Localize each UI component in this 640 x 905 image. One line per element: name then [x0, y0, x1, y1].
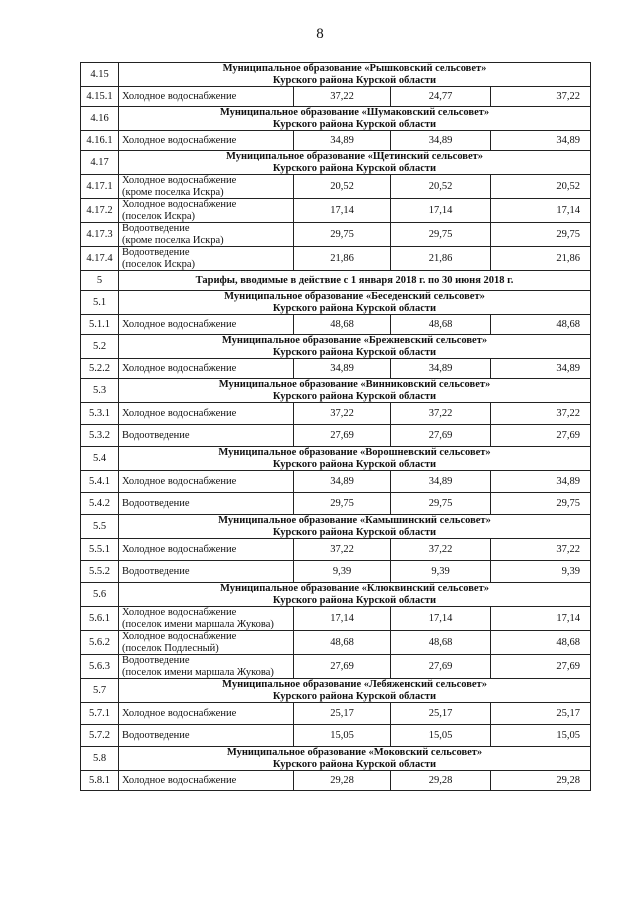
row-number: 5.5 — [81, 515, 119, 539]
tariff-table-body — [81, 63, 591, 791]
row-number: 4.15 — [81, 63, 119, 87]
service-name — [119, 539, 294, 561]
tariff-value-3: 25,17 — [491, 703, 591, 725]
tariff-value-1: 37,22 — [294, 539, 391, 561]
tariff-value-1: 29,75 — [294, 493, 391, 515]
service-name — [119, 425, 294, 447]
municipality-name: Муниципальное образование «Камышинский сельсовет» — [218, 515, 491, 526]
row-number: 4.17.2 — [81, 199, 119, 223]
municipality-name: Муниципальное образование «Винниковский сельсовет» — [218, 379, 491, 390]
municipality-header-row — [81, 583, 591, 607]
service-name-line1: Водоотведение — [122, 429, 190, 441]
municipality-title — [119, 515, 591, 539]
tariff-row — [81, 223, 591, 247]
service-name — [119, 199, 294, 223]
row-number: 4.17.4 — [81, 247, 119, 271]
tariff-value-2: 25,17 — [391, 703, 491, 725]
tariff-value-2: 37,22 — [391, 403, 491, 425]
service-name-line1: Холодное водоснабжение — [122, 362, 237, 374]
municipality-header-row — [81, 151, 591, 175]
service-name-line1: Холодное водоснабжение — [122, 774, 237, 786]
service-name-line1: Холодное водоснабжение — [122, 318, 237, 330]
tariff-row — [81, 425, 591, 447]
municipality-district: Курского района Курской области — [272, 594, 437, 606]
tariff-value-1: 37,22 — [294, 403, 391, 425]
row-number: 5.6 — [81, 583, 119, 607]
tariff-value-3: 27,69 — [491, 655, 591, 679]
row-number: 5.1.1 — [81, 315, 119, 335]
section-number: 5 — [81, 271, 119, 291]
tariff-row — [81, 131, 591, 151]
row-number: 5.8 — [81, 747, 119, 771]
municipality-title — [119, 447, 591, 471]
row-number: 4.17 — [81, 151, 119, 175]
municipality-title — [119, 679, 591, 703]
service-name — [119, 493, 294, 515]
municipality-header-row — [81, 747, 591, 771]
service-name — [119, 631, 294, 655]
row-number: 5.7.1 — [81, 703, 119, 725]
municipality-district: Курского района Курской области — [272, 74, 437, 86]
tariff-value-2: 37,22 — [391, 539, 491, 561]
service-name — [119, 87, 294, 107]
tariff-row — [81, 87, 591, 107]
service-name-line2: (поселок имени маршала Жукова) — [122, 666, 274, 678]
municipality-district: Курского района Курской области — [272, 758, 437, 770]
municipality-title — [119, 379, 591, 403]
row-number: 5.2.2 — [81, 359, 119, 379]
tariff-value-2: 48,68 — [391, 631, 491, 655]
service-name — [119, 607, 294, 631]
tariff-value-2: 27,69 — [391, 425, 491, 447]
tariff-value-2: 15,05 — [391, 725, 491, 747]
tariff-value-2: 24,77 — [391, 87, 491, 107]
tariff-row — [81, 725, 591, 747]
service-name — [119, 655, 294, 679]
tariff-value-3: 29,28 — [491, 771, 591, 791]
municipality-district: Курского района Курской области — [272, 302, 437, 314]
tariff-value-2: 17,14 — [391, 199, 491, 223]
page-number: 8 — [316, 26, 324, 42]
row-number: 5.4.2 — [81, 493, 119, 515]
service-name-line1: Холодное водоснабжение — [122, 175, 237, 186]
tariff-value-1: 17,14 — [294, 607, 391, 631]
row-number: 5.7 — [81, 679, 119, 703]
tariff-value-1: 21,86 — [294, 247, 391, 271]
tariff-value-2: 9,39 — [391, 561, 491, 583]
municipality-title — [119, 747, 591, 771]
municipality-district: Курского района Курской области — [272, 390, 437, 402]
row-number: 4.15.1 — [81, 87, 119, 107]
tariff-row — [81, 655, 591, 679]
tariff-value-1: 34,89 — [294, 471, 391, 493]
tariff-value-1: 34,89 — [294, 359, 391, 379]
service-name-line1: Водоотведение — [122, 655, 190, 666]
tariff-value-3: 34,89 — [491, 131, 591, 151]
row-number: 5.4 — [81, 447, 119, 471]
tariff-value-1: 15,05 — [294, 725, 391, 747]
tariff-value-1: 20,52 — [294, 175, 391, 199]
row-number: 5.4.1 — [81, 471, 119, 493]
section-title: Тарифы, вводимые в действие с 1 января 2018 г. по 30 июня 2018 г. — [119, 271, 591, 291]
service-name — [119, 771, 294, 791]
tariff-value-1: 27,69 — [294, 425, 391, 447]
tariff-value-2: 21,86 — [391, 247, 491, 271]
municipality-name: Муниципальное образование «Моковский сельсовет» — [226, 747, 483, 758]
tariff-table — [80, 62, 591, 791]
tariff-row — [81, 607, 591, 631]
tariff-row — [81, 631, 591, 655]
municipality-header-row — [81, 515, 591, 539]
service-name — [119, 471, 294, 493]
municipality-district: Курского района Курской области — [272, 346, 437, 358]
service-name-line2: (поселок Искра) — [122, 258, 196, 270]
municipality-name: Муниципальное образование «Шумаковский сельсовет» — [219, 107, 490, 118]
service-name-line2: (кроме поселка Искра) — [122, 186, 224, 198]
municipality-district: Курского района Курской области — [272, 526, 437, 538]
service-name — [119, 315, 294, 335]
tariff-value-3: 37,22 — [491, 539, 591, 561]
row-number: 5.8.1 — [81, 771, 119, 791]
municipality-header-row — [81, 291, 591, 315]
row-number: 5.7.2 — [81, 725, 119, 747]
municipality-header-row — [81, 107, 591, 131]
tariff-value-1: 37,22 — [294, 87, 391, 107]
row-number: 5.6.1 — [81, 607, 119, 631]
tariff-row — [81, 539, 591, 561]
municipality-name: Муниципальное образование «Беседенский сельсовет» — [224, 291, 485, 302]
tariff-row — [81, 315, 591, 335]
service-name — [119, 403, 294, 425]
municipality-title — [119, 583, 591, 607]
tariff-row — [81, 561, 591, 583]
municipality-district: Курского района Курской области — [272, 162, 437, 174]
row-number: 5.6.3 — [81, 655, 119, 679]
municipality-district: Курского района Курской области — [272, 458, 437, 470]
service-name-line1: Холодное водоснабжение — [122, 475, 237, 487]
row-number: 5.6.2 — [81, 631, 119, 655]
tariff-row — [81, 247, 591, 271]
municipality-header-row — [81, 335, 591, 359]
tariff-value-2: 29,75 — [391, 223, 491, 247]
tariff-value-2: 34,89 — [391, 471, 491, 493]
municipality-name: Муниципальное образование «Ворошневский сельсовет» — [218, 447, 491, 458]
service-name-line1: Водоотведение — [122, 565, 190, 577]
tariff-value-3: 37,22 — [491, 87, 591, 107]
service-name-line1: Водоотведение — [122, 223, 190, 234]
tariff-value-3: 29,75 — [491, 493, 591, 515]
tariff-value-2: 34,89 — [391, 131, 491, 151]
municipality-header-row — [81, 447, 591, 471]
tariff-row — [81, 175, 591, 199]
service-name — [119, 703, 294, 725]
service-name-line1: Холодное водоснабжение — [122, 607, 237, 618]
tariff-value-1: 34,89 — [294, 131, 391, 151]
tariff-value-2: 34,89 — [391, 359, 491, 379]
service-name — [119, 561, 294, 583]
tariff-value-1: 27,69 — [294, 655, 391, 679]
tariff-value-3: 20,52 — [491, 175, 591, 199]
tariff-value-2: 29,28 — [391, 771, 491, 791]
tariff-value-3: 17,14 — [491, 199, 591, 223]
row-number: 5.2 — [81, 335, 119, 359]
tariff-value-1: 48,68 — [294, 315, 391, 335]
tariff-value-3: 48,68 — [491, 631, 591, 655]
service-name-line1: Холодное водоснабжение — [122, 90, 237, 102]
service-name — [119, 175, 294, 199]
tariff-row — [81, 703, 591, 725]
tariff-value-1: 9,39 — [294, 561, 391, 583]
tariff-value-3: 48,68 — [491, 315, 591, 335]
tariff-value-1: 25,17 — [294, 703, 391, 725]
municipality-header-row — [81, 379, 591, 403]
municipality-title — [119, 291, 591, 315]
municipality-title — [119, 107, 591, 131]
row-number: 5.3 — [81, 379, 119, 403]
tariff-row — [81, 471, 591, 493]
service-name — [119, 131, 294, 151]
service-name-line1: Холодное водоснабжение — [122, 707, 237, 719]
row-number: 4.17.3 — [81, 223, 119, 247]
tariff-value-3: 37,22 — [491, 403, 591, 425]
municipality-name: Муниципальное образование «Клюквинский сельсовет» — [220, 583, 489, 594]
tariff-value-3: 17,14 — [491, 607, 591, 631]
municipality-header-row — [81, 679, 591, 703]
service-name-line2: (поселок Подлесный) — [122, 642, 219, 654]
tariff-value-3: 34,89 — [491, 471, 591, 493]
row-number: 4.16 — [81, 107, 119, 131]
municipality-name: Муниципальное образование «Лебяженский сельсовет» — [222, 679, 487, 690]
row-number: 5.3.1 — [81, 403, 119, 425]
tariff-value-3: 29,75 — [491, 223, 591, 247]
tariff-value-3: 27,69 — [491, 425, 591, 447]
service-name — [119, 247, 294, 271]
tariff-value-2: 27,69 — [391, 655, 491, 679]
tariff-value-3: 15,05 — [491, 725, 591, 747]
row-number: 4.17.1 — [81, 175, 119, 199]
row-number: 5.3.2 — [81, 425, 119, 447]
section-row — [81, 271, 591, 291]
municipality-name: Муниципальное образование «Щетинский сельсовет» — [225, 151, 484, 162]
tariff-row — [81, 493, 591, 515]
row-number: 4.16.1 — [81, 131, 119, 151]
tariff-row — [81, 771, 591, 791]
tariff-value-3: 21,86 — [491, 247, 591, 271]
service-name-line2: (поселок имени маршала Жукова) — [122, 618, 274, 630]
tariff-row — [81, 199, 591, 223]
service-name-line1: Водоотведение — [122, 247, 190, 258]
row-number: 5.5.2 — [81, 561, 119, 583]
tariff-value-1: 48,68 — [294, 631, 391, 655]
service-name-line1: Водоотведение — [122, 497, 190, 509]
tariff-value-2: 17,14 — [391, 607, 491, 631]
tariff-value-1: 29,28 — [294, 771, 391, 791]
service-name-line1: Холодное водоснабжение — [122, 199, 237, 210]
municipality-district: Курского района Курской области — [272, 118, 437, 130]
tariff-value-1: 17,14 — [294, 199, 391, 223]
municipality-header-row — [81, 63, 591, 87]
municipality-name: Муниципальное образование «Рышковский сельсовет» — [222, 63, 487, 74]
municipality-title — [119, 63, 591, 87]
tariff-value-2: 29,75 — [391, 493, 491, 515]
municipality-title — [119, 335, 591, 359]
tariff-value-2: 20,52 — [391, 175, 491, 199]
tariff-row — [81, 403, 591, 425]
service-name-line1: Холодное водоснабжение — [122, 134, 237, 146]
service-name — [119, 223, 294, 247]
municipality-district: Курского района Курской области — [272, 690, 437, 702]
tariff-value-1: 29,75 — [294, 223, 391, 247]
service-name-line1: Холодное водоснабжение — [122, 407, 237, 419]
service-name-line1: Холодное водоснабжение — [122, 631, 237, 642]
tariff-value-3: 34,89 — [491, 359, 591, 379]
service-name — [119, 725, 294, 747]
service-name-line1: Холодное водоснабжение — [122, 543, 237, 555]
service-name — [119, 359, 294, 379]
row-number: 5.5.1 — [81, 539, 119, 561]
tariff-value-2: 48,68 — [391, 315, 491, 335]
municipality-title — [119, 151, 591, 175]
row-number: 5.1 — [81, 291, 119, 315]
tariff-value-3: 9,39 — [491, 561, 591, 583]
service-name-line2: (поселок Искра) — [122, 210, 196, 222]
tariff-row — [81, 359, 591, 379]
service-name-line2: (кроме поселка Искра) — [122, 234, 224, 246]
service-name-line1: Водоотведение — [122, 729, 190, 741]
municipality-name: Муниципальное образование «Брежневский сельсовет» — [221, 335, 488, 346]
